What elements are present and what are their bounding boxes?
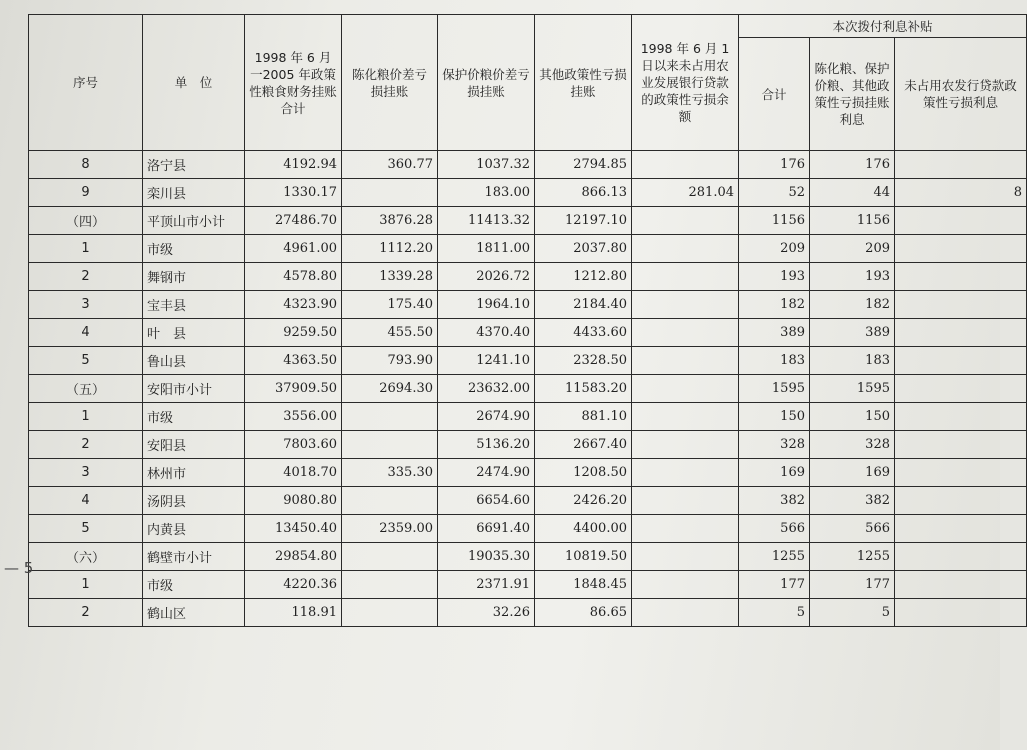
cell-sub-total: 150 xyxy=(739,403,810,431)
cell-unused xyxy=(632,375,739,403)
cell-unit: 内黄县 xyxy=(143,515,245,543)
cell-seq: 4 xyxy=(29,487,143,515)
cell-baohu: 6691.40 xyxy=(438,515,535,543)
cell-baohu: 6654.60 xyxy=(438,487,535,515)
cell-sub-total: 5 xyxy=(739,599,810,627)
cell-total: 3556.00 xyxy=(245,403,342,431)
cell-unused xyxy=(632,151,739,179)
cell-sub-unused xyxy=(895,431,1027,459)
cell-unit: 汤阴县 xyxy=(143,487,245,515)
cell-sub-total: 193 xyxy=(739,263,810,291)
cell-sub-chenhua: 44 xyxy=(810,179,895,207)
cell-unit: 鹤壁市小计 xyxy=(143,543,245,571)
table-row xyxy=(29,235,1027,263)
table-row xyxy=(29,207,1027,235)
cell-sub-total: 182 xyxy=(739,291,810,319)
cell-total: 4578.80 xyxy=(245,263,342,291)
cell-unused xyxy=(632,599,739,627)
table-row xyxy=(29,431,1027,459)
cell-unit: 叶 县 xyxy=(143,319,245,347)
cell-sub-unused xyxy=(895,291,1027,319)
cell-unit: 洛宁县 xyxy=(143,151,245,179)
cell-unused xyxy=(632,235,739,263)
cell-qita: 881.10 xyxy=(535,403,632,431)
cell-total: 9080.80 xyxy=(245,487,342,515)
cell-seq: 2 xyxy=(29,431,143,459)
cell-sub-unused: 8 xyxy=(895,179,1027,207)
cell-sub-chenhua: 328 xyxy=(810,431,895,459)
cell-sub-unused xyxy=(895,151,1027,179)
cell-total: 4323.90 xyxy=(245,291,342,319)
table-row xyxy=(29,263,1027,291)
header-unit: 单 位 xyxy=(143,15,245,151)
cell-sub-unused xyxy=(895,319,1027,347)
cell-chenhua: 455.50 xyxy=(342,319,438,347)
cell-seq: 3 xyxy=(29,291,143,319)
cell-baohu: 2371.91 xyxy=(438,571,535,599)
cell-qita: 1208.50 xyxy=(535,459,632,487)
cell-sub-chenhua: 1595 xyxy=(810,375,895,403)
cell-sub-total: 177 xyxy=(739,571,810,599)
cell-qita: 866.13 xyxy=(535,179,632,207)
cell-chenhua: 2359.00 xyxy=(342,515,438,543)
cell-unused xyxy=(632,291,739,319)
cell-sub-unused xyxy=(895,459,1027,487)
cell-unused: 281.04 xyxy=(632,179,739,207)
cell-unused xyxy=(632,431,739,459)
table-row xyxy=(29,151,1027,179)
cell-sub-unused xyxy=(895,403,1027,431)
cell-unit: 安阳县 xyxy=(143,431,245,459)
table-row xyxy=(29,291,1027,319)
table-row xyxy=(29,179,1027,207)
cell-sub-total: 176 xyxy=(739,151,810,179)
cell-sub-unused xyxy=(895,263,1027,291)
cell-sub-unused xyxy=(895,515,1027,543)
cell-seq: 1 xyxy=(29,403,143,431)
cell-unused xyxy=(632,515,739,543)
cell-unused xyxy=(632,403,739,431)
table-row xyxy=(29,375,1027,403)
cell-baohu: 11413.32 xyxy=(438,207,535,235)
cell-baohu: 1964.10 xyxy=(438,291,535,319)
header-sub-total: 合计 xyxy=(739,38,810,151)
cell-chenhua: 1339.28 xyxy=(342,263,438,291)
cell-total: 27486.70 xyxy=(245,207,342,235)
cell-seq: 4 xyxy=(29,319,143,347)
cell-baohu: 2474.90 xyxy=(438,459,535,487)
table-body xyxy=(29,151,1027,627)
cell-seq: 9 xyxy=(29,179,143,207)
cell-seq: （五） xyxy=(29,375,143,403)
cell-unit: 平顶山市小计 xyxy=(143,207,245,235)
cell-qita: 4433.60 xyxy=(535,319,632,347)
cell-seq: 1 xyxy=(29,571,143,599)
cell-unit: 宝丰县 xyxy=(143,291,245,319)
cell-unused xyxy=(632,487,739,515)
cell-seq: 5 xyxy=(29,515,143,543)
cell-sub-chenhua: 183 xyxy=(810,347,895,375)
cell-baohu: 32.26 xyxy=(438,599,535,627)
cell-chenhua: 1112.20 xyxy=(342,235,438,263)
cell-sub-total: 169 xyxy=(739,459,810,487)
cell-unit: 栾川县 xyxy=(143,179,245,207)
cell-qita: 2184.40 xyxy=(535,291,632,319)
cell-seq: 2 xyxy=(29,263,143,291)
cell-sub-unused xyxy=(895,571,1027,599)
cell-chenhua xyxy=(342,487,438,515)
cell-seq: 3 xyxy=(29,459,143,487)
cell-chenhua xyxy=(342,571,438,599)
cell-total: 13450.40 xyxy=(245,515,342,543)
cell-sub-total: 566 xyxy=(739,515,810,543)
header-sub-chenhua: 陈化粮、保护价粮、其他政策性亏损挂账利息 xyxy=(810,38,895,151)
cell-sub-total: 183 xyxy=(739,347,810,375)
header-total: 1998 年 6 月一2005 年政策性粮食财务挂账合计 xyxy=(245,15,342,151)
cell-sub-total: 1156 xyxy=(739,207,810,235)
cell-qita: 12197.10 xyxy=(535,207,632,235)
table-row xyxy=(29,515,1027,543)
cell-sub-unused xyxy=(895,347,1027,375)
cell-chenhua xyxy=(342,431,438,459)
header-chenhua: 陈化粮价差亏损挂账 xyxy=(342,15,438,151)
cell-sub-chenhua: 389 xyxy=(810,319,895,347)
cell-unit: 市级 xyxy=(143,571,245,599)
cell-unit: 鹤山区 xyxy=(143,599,245,627)
page-number: — 5 xyxy=(4,559,34,577)
cell-chenhua xyxy=(342,543,438,571)
cell-seq: 2 xyxy=(29,599,143,627)
cell-total: 4220.36 xyxy=(245,571,342,599)
cell-qita: 2328.50 xyxy=(535,347,632,375)
table-row xyxy=(29,571,1027,599)
cell-sub-chenhua: 177 xyxy=(810,571,895,599)
cell-sub-unused xyxy=(895,207,1027,235)
cell-total: 4363.50 xyxy=(245,347,342,375)
cell-baohu: 1037.32 xyxy=(438,151,535,179)
cell-baohu: 183.00 xyxy=(438,179,535,207)
cell-total: 4192.94 xyxy=(245,151,342,179)
header-qita: 其他政策性亏损挂账 xyxy=(535,15,632,151)
cell-qita: 10819.50 xyxy=(535,543,632,571)
cell-sub-total: 1595 xyxy=(739,375,810,403)
cell-chenhua xyxy=(342,179,438,207)
cell-sub-chenhua: 176 xyxy=(810,151,895,179)
cell-sub-total: 389 xyxy=(739,319,810,347)
cell-sub-total: 52 xyxy=(739,179,810,207)
cell-total: 9259.50 xyxy=(245,319,342,347)
cell-sub-total: 1255 xyxy=(739,543,810,571)
header-sub-unused: 未占用农发行贷款政策性亏损利息 xyxy=(895,38,1027,151)
subsidy-table xyxy=(28,14,1027,627)
cell-baohu: 1811.00 xyxy=(438,235,535,263)
cell-sub-chenhua: 209 xyxy=(810,235,895,263)
cell-baohu: 2026.72 xyxy=(438,263,535,291)
cell-chenhua: 335.30 xyxy=(342,459,438,487)
cell-unused xyxy=(632,207,739,235)
header-subsidy-group: 本次拨付利息补贴 xyxy=(739,15,1027,38)
cell-chenhua: 360.77 xyxy=(342,151,438,179)
cell-chenhua xyxy=(342,403,438,431)
cell-sub-chenhua: 1255 xyxy=(810,543,895,571)
cell-total: 4018.70 xyxy=(245,459,342,487)
header-baohu: 保护价粮价差亏损挂账 xyxy=(438,15,535,151)
cell-seq: 1 xyxy=(29,235,143,263)
cell-unused xyxy=(632,319,739,347)
table-row xyxy=(29,459,1027,487)
cell-chenhua: 793.90 xyxy=(342,347,438,375)
cell-qita: 86.65 xyxy=(535,599,632,627)
cell-sub-unused xyxy=(895,543,1027,571)
cell-baohu: 5136.20 xyxy=(438,431,535,459)
cell-qita: 2037.80 xyxy=(535,235,632,263)
cell-qita: 2667.40 xyxy=(535,431,632,459)
cell-baohu: 19035.30 xyxy=(438,543,535,571)
cell-seq: 8 xyxy=(29,151,143,179)
cell-sub-total: 209 xyxy=(739,235,810,263)
cell-total: 7803.60 xyxy=(245,431,342,459)
cell-sub-chenhua: 382 xyxy=(810,487,895,515)
cell-total: 37909.50 xyxy=(245,375,342,403)
cell-sub-chenhua: 169 xyxy=(810,459,895,487)
cell-unit: 舞钢市 xyxy=(143,263,245,291)
cell-total: 29854.80 xyxy=(245,543,342,571)
cell-sub-chenhua: 1156 xyxy=(810,207,895,235)
cell-unit: 市级 xyxy=(143,403,245,431)
table-header xyxy=(29,15,1027,151)
cell-baohu: 2674.90 xyxy=(438,403,535,431)
table-row xyxy=(29,487,1027,515)
cell-qita: 4400.00 xyxy=(535,515,632,543)
table-row xyxy=(29,319,1027,347)
cell-chenhua: 175.40 xyxy=(342,291,438,319)
cell-qita: 2426.20 xyxy=(535,487,632,515)
cell-sub-chenhua: 566 xyxy=(810,515,895,543)
cell-qita: 1212.80 xyxy=(535,263,632,291)
cell-seq: （四） xyxy=(29,207,143,235)
cell-qita: 11583.20 xyxy=(535,375,632,403)
table-row xyxy=(29,543,1027,571)
header-seq: 序号 xyxy=(29,15,143,151)
cell-unused xyxy=(632,571,739,599)
cell-sub-total: 382 xyxy=(739,487,810,515)
cell-total: 118.91 xyxy=(245,599,342,627)
cell-qita: 2794.85 xyxy=(535,151,632,179)
cell-chenhua: 3876.28 xyxy=(342,207,438,235)
cell-baohu: 1241.10 xyxy=(438,347,535,375)
cell-baohu: 4370.40 xyxy=(438,319,535,347)
cell-sub-chenhua: 193 xyxy=(810,263,895,291)
cell-sub-chenhua: 150 xyxy=(810,403,895,431)
cell-sub-unused xyxy=(895,487,1027,515)
cell-unused xyxy=(632,543,739,571)
cell-sub-chenhua: 5 xyxy=(810,599,895,627)
cell-sub-chenhua: 182 xyxy=(810,291,895,319)
cell-unused xyxy=(632,347,739,375)
cell-total: 4961.00 xyxy=(245,235,342,263)
cell-unused xyxy=(632,263,739,291)
cell-unit: 林州市 xyxy=(143,459,245,487)
cell-sub-total: 328 xyxy=(739,431,810,459)
cell-sub-unused xyxy=(895,375,1027,403)
cell-unit: 鲁山县 xyxy=(143,347,245,375)
table-row xyxy=(29,403,1027,431)
cell-sub-unused xyxy=(895,599,1027,627)
cell-seq: （六） xyxy=(29,543,143,571)
table-row xyxy=(29,599,1027,627)
header-unused: 1998 年 6 月 1 日以来未占用农业发展银行贷款的政策性亏损余额 xyxy=(632,15,739,151)
cell-total: 1330.17 xyxy=(245,179,342,207)
table-row xyxy=(29,347,1027,375)
cell-chenhua: 2694.30 xyxy=(342,375,438,403)
cell-unit: 市级 xyxy=(143,235,245,263)
cell-qita: 1848.45 xyxy=(535,571,632,599)
cell-unused xyxy=(632,459,739,487)
cell-baohu: 23632.00 xyxy=(438,375,535,403)
cell-chenhua xyxy=(342,599,438,627)
cell-sub-unused xyxy=(895,235,1027,263)
cell-unit: 安阳市小计 xyxy=(143,375,245,403)
cell-seq: 5 xyxy=(29,347,143,375)
